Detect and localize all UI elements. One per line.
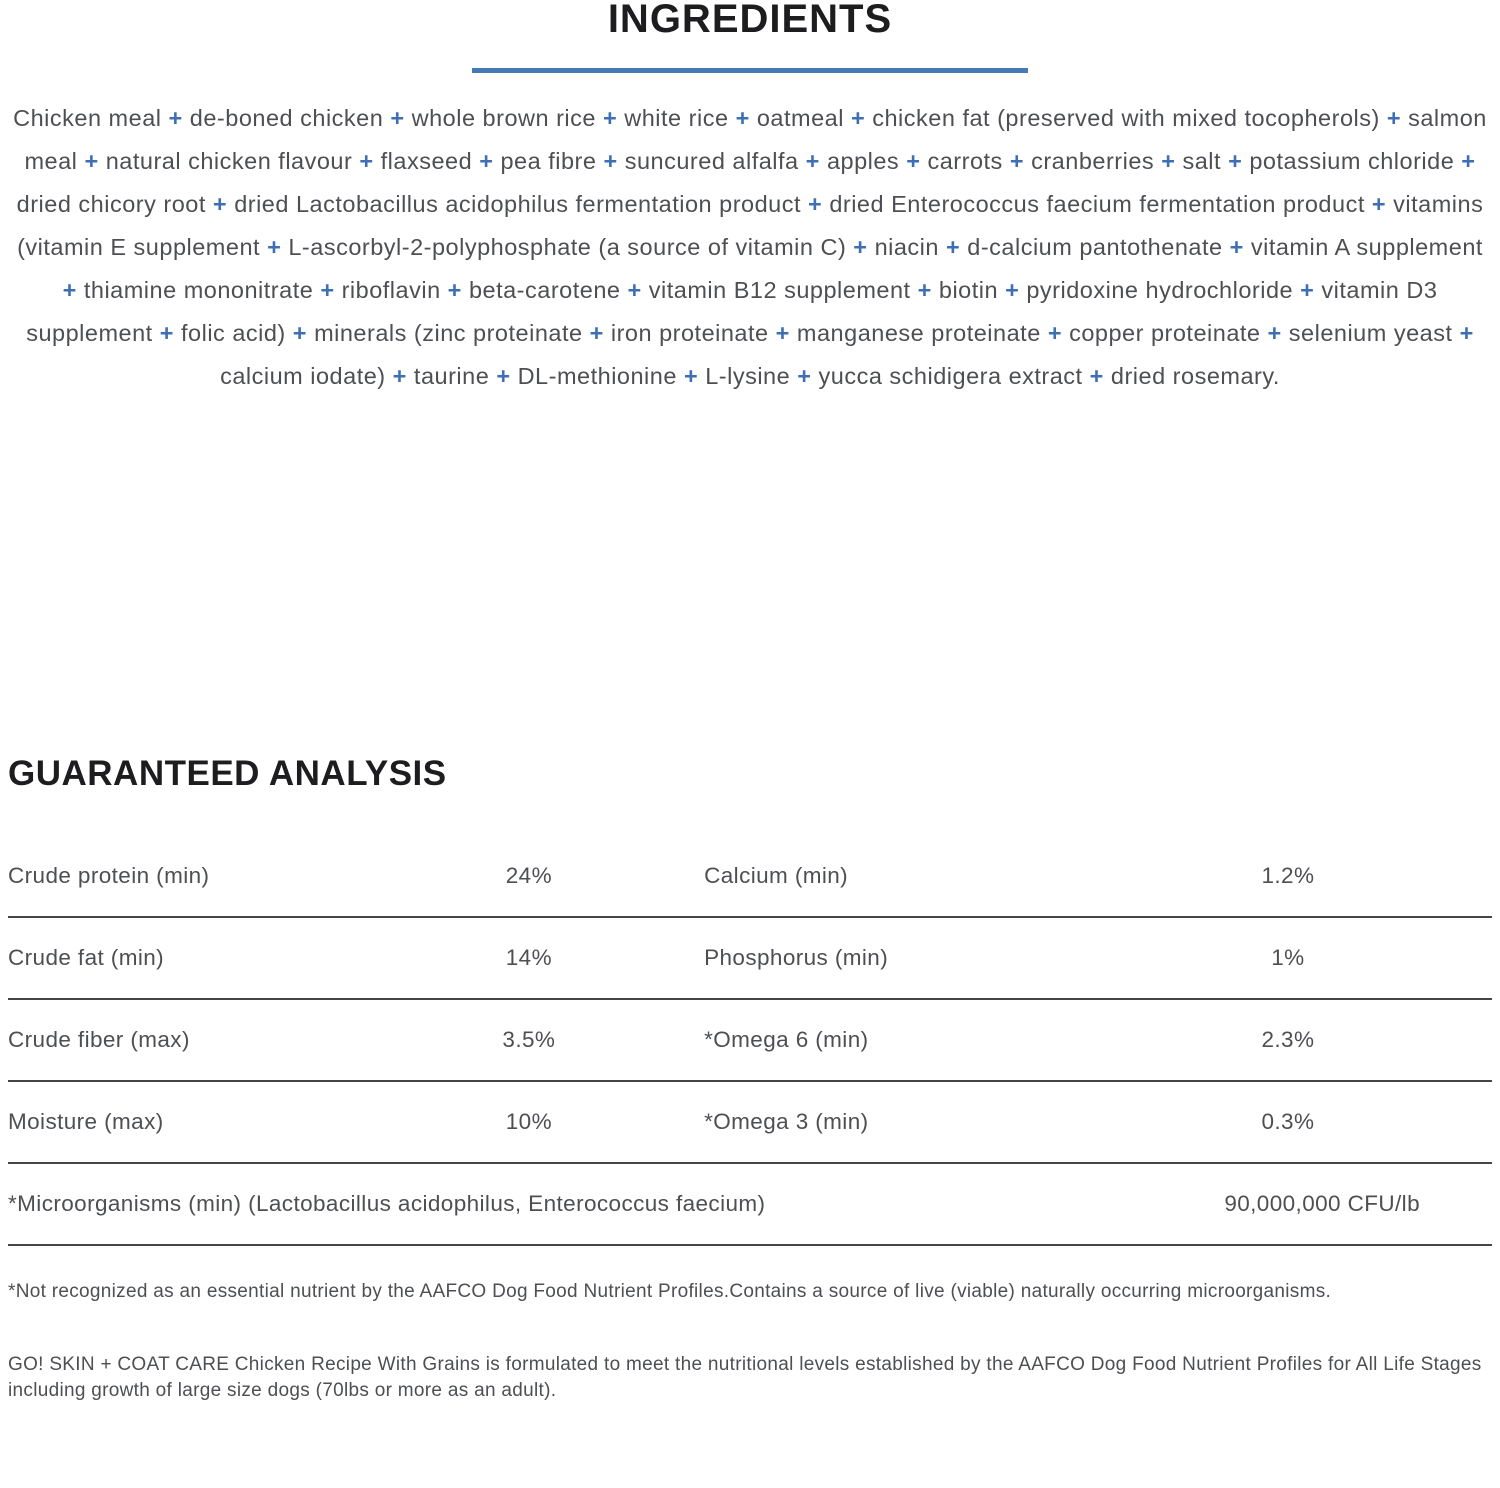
plus-separator-icon: +: [1229, 234, 1244, 260]
ingredient-item: vitamin A supplement: [1250, 234, 1483, 260]
plus-separator-icon: +: [159, 320, 174, 346]
ingredient-item: pyridoxine hydrochloride: [1026, 277, 1294, 303]
plus-separator-icon: +: [496, 363, 511, 389]
plus-separator-icon: +: [853, 234, 868, 260]
ingredient-item: taurine: [413, 363, 490, 389]
ingredient-item: vitamin D3 supplement: [26, 277, 1438, 346]
guaranteed-analysis-title: GUARANTEED ANALYSIS: [8, 754, 447, 793]
ingredient-item: natural chicken flavour: [105, 148, 353, 174]
guaranteed-analysis-section: [8, 754, 1492, 1246]
analysis-row: [8, 1082, 1492, 1164]
plus-separator-icon: +: [168, 105, 183, 131]
ingredient-item: de-boned chicken: [189, 105, 384, 131]
ingredient-item: salt: [1182, 148, 1222, 174]
ingredient-item: white rice: [624, 105, 729, 131]
plus-separator-icon: +: [1009, 148, 1025, 174]
analysis-left-label: Crude fat (min): [8, 945, 165, 970]
analysis-right-label: *Omega 3 (min): [704, 1109, 869, 1134]
plus-separator-icon: +: [850, 105, 866, 131]
plus-separator-icon: +: [479, 148, 494, 174]
analysis-row: [8, 836, 1492, 918]
ingredient-item: riboflavin: [341, 277, 441, 303]
plus-separator-icon: +: [603, 148, 618, 174]
ingredients-section: [8, 0, 1492, 398]
analysis-left-value: 3.5%: [502, 1027, 556, 1052]
ingredient-item: vitamin B12 supplement: [648, 277, 911, 303]
ingredient-item: L-ascorbyl-2-polyphosphate (a source of vitamin C): [288, 234, 847, 260]
ingredient-item: yucca schidigera extract: [818, 363, 1083, 389]
ingredient-item: dried Lactobacillus acidophilus fermentation product: [234, 191, 802, 217]
ingredient-item: dried Enterococcus faecium fermentation product: [829, 191, 1365, 217]
ingredient-item: selenium yeast: [1288, 320, 1453, 346]
ingredient-item: cranberries: [1031, 148, 1155, 174]
analysis-left-label: Moisture (max): [8, 1109, 164, 1134]
plus-separator-icon: +: [84, 148, 99, 174]
ingredient-item: biotin: [938, 277, 999, 303]
ingredient-item: DL-methionine: [517, 363, 677, 389]
plus-separator-icon: +: [1461, 148, 1476, 174]
plus-separator-icon: +: [390, 105, 405, 131]
plus-separator-icon: +: [267, 234, 282, 260]
plus-separator-icon: +: [1005, 277, 1020, 303]
plus-separator-icon: +: [735, 105, 750, 131]
plus-separator-icon: +: [946, 234, 961, 260]
microorganisms-row: [8, 1164, 1492, 1246]
ingredient-item: folic acid): [181, 320, 286, 346]
ingredient-item: calcium iodate): [220, 363, 386, 389]
ingredient-item: flaxseed: [380, 148, 473, 174]
ingredient-item: dried chicory root: [16, 191, 206, 217]
ingredient-item: pea fibre: [500, 148, 597, 174]
ingredient-item: apples: [826, 148, 900, 174]
plus-separator-icon: +: [683, 363, 699, 389]
plus-separator-icon: +: [627, 277, 642, 303]
ingredient-item: carrots: [927, 148, 1003, 174]
plus-separator-icon: +: [392, 363, 407, 389]
ingredient-item: minerals (zinc proteinate: [314, 320, 583, 346]
footnote-aafco-nutrient: *Not recognized as an essential nutrient by the AAFCO Dog Food Nutrient Profiles.Contains a source of live (viable) naturally occurring microorganisms.: [8, 1281, 1332, 1302]
analysis-table: [8, 836, 1492, 1164]
title-underline-rule: [472, 68, 1028, 73]
microorganisms-label: *Microorganisms (min) (Lactobacillus acidophilus, Enterococcus faecium): [8, 1191, 766, 1216]
plus-separator-icon: +: [1161, 148, 1176, 174]
ingredients-paragraph: [8, 97, 1492, 398]
plus-separator-icon: +: [1459, 320, 1474, 346]
analysis-left-label: Crude fiber (max): [8, 1027, 190, 1052]
analysis-right-label: Calcium (min): [704, 863, 849, 888]
plus-separator-icon: +: [62, 277, 77, 303]
plus-separator-icon: +: [805, 148, 820, 174]
plus-separator-icon: +: [1228, 148, 1243, 174]
ingredient-item: niacin: [874, 234, 939, 260]
ingredient-item: d-calcium pantothenate: [967, 234, 1223, 260]
ingredient-item: chicken fat (preserved with mixed tocopherols): [872, 105, 1380, 131]
ingredient-item: oatmeal: [756, 105, 844, 131]
plus-separator-icon: +: [1267, 320, 1282, 346]
plus-separator-icon: +: [320, 277, 335, 303]
analysis-right-value: 2.3%: [1261, 1027, 1315, 1052]
ingredient-item: thiamine mononitrate: [83, 277, 314, 303]
analysis-left-label: Crude protein (min): [8, 863, 210, 888]
ingredient-item: whole brown rice: [411, 105, 596, 131]
plus-separator-icon: +: [775, 320, 790, 346]
plus-separator-icon: +: [603, 105, 618, 131]
analysis-left-value: 10%: [505, 1109, 552, 1134]
ingredient-item: Chicken meal: [13, 105, 162, 131]
plus-separator-icon: +: [1386, 105, 1402, 131]
ingredient-item: vitamins (vitamin E supplement: [17, 191, 1484, 260]
plus-separator-icon: +: [906, 148, 921, 174]
plus-separator-icon: +: [359, 148, 374, 174]
plus-separator-icon: +: [447, 277, 462, 303]
analysis-right-value: 0.3%: [1261, 1109, 1315, 1134]
ingredient-item: salmon meal: [24, 105, 1487, 174]
analysis-row: [8, 918, 1492, 1000]
analysis-row: [8, 1000, 1492, 1082]
microorganisms-value: 90,000,000 CFU/lb: [1224, 1191, 1420, 1216]
plus-separator-icon: +: [797, 363, 812, 389]
ingredient-item: beta-carotene: [468, 277, 621, 303]
footnote-formulation-statement: GO! SKIN + COAT CARE Chicken Recipe With Grains is formulated to meet the nutritional levels established by the AAFCO Dog Food Nutrient Profiles for All Life Stages including growth of large size dogs (70lbs or more as an adult).: [8, 1354, 1482, 1401]
ingredient-item: suncured alfalfa: [624, 148, 799, 174]
plus-separator-icon: +: [212, 191, 228, 217]
ingredient-item: L-lysine: [705, 363, 791, 389]
plus-separator-icon: +: [917, 277, 932, 303]
ingredient-item: copper proteinate: [1069, 320, 1261, 346]
plus-separator-icon: +: [808, 191, 823, 217]
ingredient-item: potassium chloride: [1249, 148, 1455, 174]
plus-separator-icon: +: [1089, 363, 1104, 389]
analysis-left-value: 14%: [505, 945, 552, 970]
analysis-left-value: 24%: [505, 863, 552, 888]
plus-separator-icon: +: [589, 320, 604, 346]
analysis-right-label: *Omega 6 (min): [704, 1027, 869, 1052]
plus-separator-icon: +: [292, 320, 308, 346]
ingredient-item: manganese proteinate: [796, 320, 1041, 346]
analysis-right-value: 1%: [1271, 945, 1305, 970]
ingredient-item: iron proteinate: [610, 320, 769, 346]
ingredients-title: INGREDIENTS: [607, 0, 893, 41]
analysis-right-value: 1.2%: [1261, 863, 1315, 888]
plus-separator-icon: +: [1371, 191, 1387, 217]
plus-separator-icon: +: [1047, 320, 1063, 346]
plus-separator-icon: +: [1300, 277, 1315, 303]
ingredient-item: dried rosemary.: [1110, 363, 1280, 389]
analysis-right-label: Phosphorus (min): [704, 945, 889, 970]
